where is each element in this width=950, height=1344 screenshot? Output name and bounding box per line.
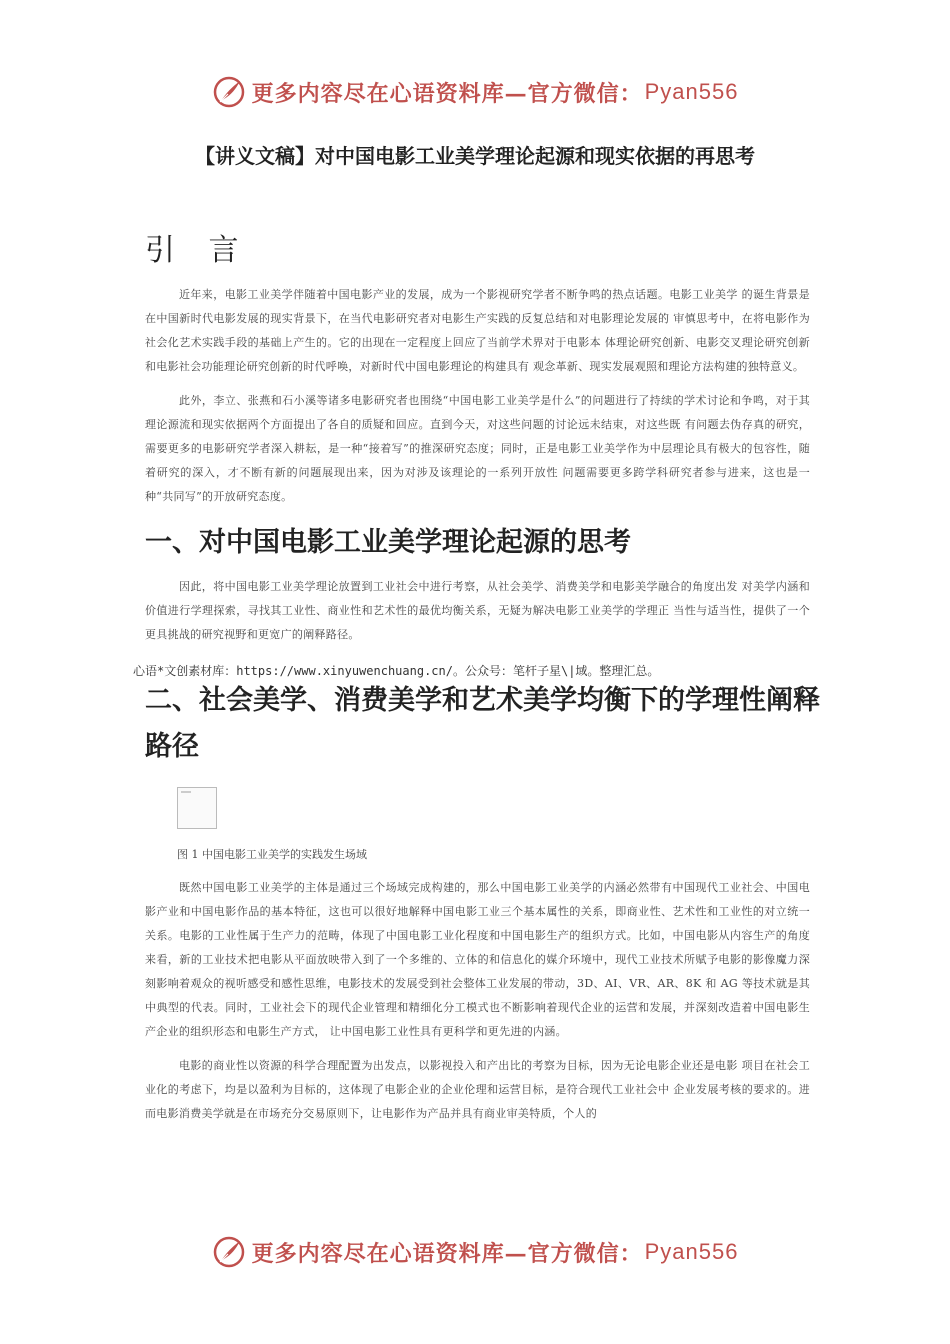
- section-1-paragraph-1: 因此，将中国电影工业美学理论放置到工业社会中进行考察，从社会美学、消费美学和电影美学融合的角度出发 对美学内涵和价值进行学理探索，寻找其工业性、商业性和艺术性的最优均衡关系，无疑为解决电影工业美学的学理正 当性与适当性，提供了一个更具挑战的研究视野和更宽广的阐释路径。: [145, 580, 810, 641]
- section-1-heading: 一、对中国电影工业美学理论起源的思考: [145, 527, 631, 558]
- intro-paragraph-1: 近年来，电影工业美学伴随着中国电影产业的发展，成为一个影视研究学者不断争鸣的热点话题。电影工业美学 的诞生背景是在中国新时代电影发展的现实背景下，在当代电影研究者对电影生产实践的反复总结和对电影理论发展的 审慎思考中，在将电影作为社会化艺术实践手段的基础上产生的。它的出现在一定程度上回应了当前学术界对于电影本 体理论研究创新、电影交叉理论研究创新和电影社会功能理论研究创新的时代呼唤，对新时代中国电影理论的构建具有 观念革新、现实发展观照和理论方法构建的独特意义。: [145, 288, 810, 373]
- intro-paragraph-2: 此外，李立、张燕和石小溪等诸多电影研究者也围绕“中国电影工业美学是什么”的问题进行了持续的学术讨论和争鸣，对于其理论源流和现实依据两个方面提出了各自的质疑和回应。直到今天，对这些问题的讨论远未结束，对这些既 有问题去伪存真的研究，需要更多的电影研究学者深入耕耘，是一种“接着写”的推深研究态度；同时，正是电影工业美学作为中层理论具有极大的包容性，随着研究的深入，才不断有新的问题展现出来，因为对涉及该理论的一系列开放性 问题需要更多跨学科研究者参与进来，这也是一种“共同写”的开放研究态度。: [145, 394, 810, 503]
- banner-text: 更多内容尽在心语资料库—官方微信：: [251, 1240, 643, 1267]
- header-banner: [0, 70, 950, 114]
- feather-logo-icon: [212, 1235, 246, 1269]
- figure-thumbnail-mark: [181, 791, 191, 793]
- banner-wechat-id: Pyan556: [644, 1239, 739, 1264]
- feather-logo-icon: [212, 75, 246, 109]
- section-2-heading: 二、社会美学、消费美学和艺术美学均衡下的学理性阐释路径: [145, 685, 820, 762]
- figure-1-caption: 图 1 中国电影工业美学的实践发生场域: [177, 848, 367, 861]
- banner-wechat-id: Pyan556: [644, 79, 739, 104]
- document-title: 【讲义文稿】对中国电影工业美学理论起源和现实依据的再思考: [195, 144, 755, 168]
- intro-heading: 引 言: [145, 233, 251, 268]
- section-2-paragraph-1: 既然中国电影工业美学的主体是通过三个场域完成构建的，那么中国电影工业美学的内涵必然带有中国现代工业社会、中国电影产业和中国电影作品的基本特征，这也可以很好地解释中国电影工业三个基本属性的关系，即商业性、艺术性和工业性的对立统一关系。电影的工业性属于生产力的范畴，体现了中国电影工业化程度和中国电影生产的组织方式。比如，中国电影从内容生产的角度来看，新的工业技术把电影从平面放映带入到了一个多维的、立体的和信息化的媒介环境中，现代工业技术所赋予电影的影像魔力深刻影响着观众的视听感受和感性思维，电影技术的发展受到社会整体工业发展的带动，3D、AI、VR、AR、8K 和 AG 等技术就是其中典型的代表。同时，工业社会下的现代企业管理和精细化分工模式也不断影响着现代企业的运营和发展，并深刻改造着中国电影生产企业的组织形态和电影生产方式， 让中国电影工业性具有更科学和更先进的内涵。: [145, 881, 810, 1038]
- section-2-body: [145, 876, 810, 1136]
- figure-1-image: [177, 787, 217, 829]
- section-2: [145, 678, 825, 770]
- banner-text: 更多内容尽在心语资料库—官方微信：: [251, 80, 643, 107]
- intro-section: [145, 225, 810, 657]
- footer-banner: [0, 1230, 950, 1274]
- watermark-text: 心语*文创素材库：https://www.xinyuwenchuang.cn/。公众号：笔杆子星\|域。整理汇总。: [133, 664, 660, 678]
- section-2-paragraph-2: 电影的商业性以资源的科学合理配置为出发点，以影视投入和产出比的考察为目标，因为无论电影企业还是电影 项目在社会工业化的考虑下，均是以盈利为目标的，这体现了电影企业的企业伦理和运营目标，是符合现代工业社会中 企业发展考核的要求的。进而电影消费美学就是在市场充分交易原则下，让电影作为产品并具有商业审美特质，个人的: [145, 1059, 810, 1120]
